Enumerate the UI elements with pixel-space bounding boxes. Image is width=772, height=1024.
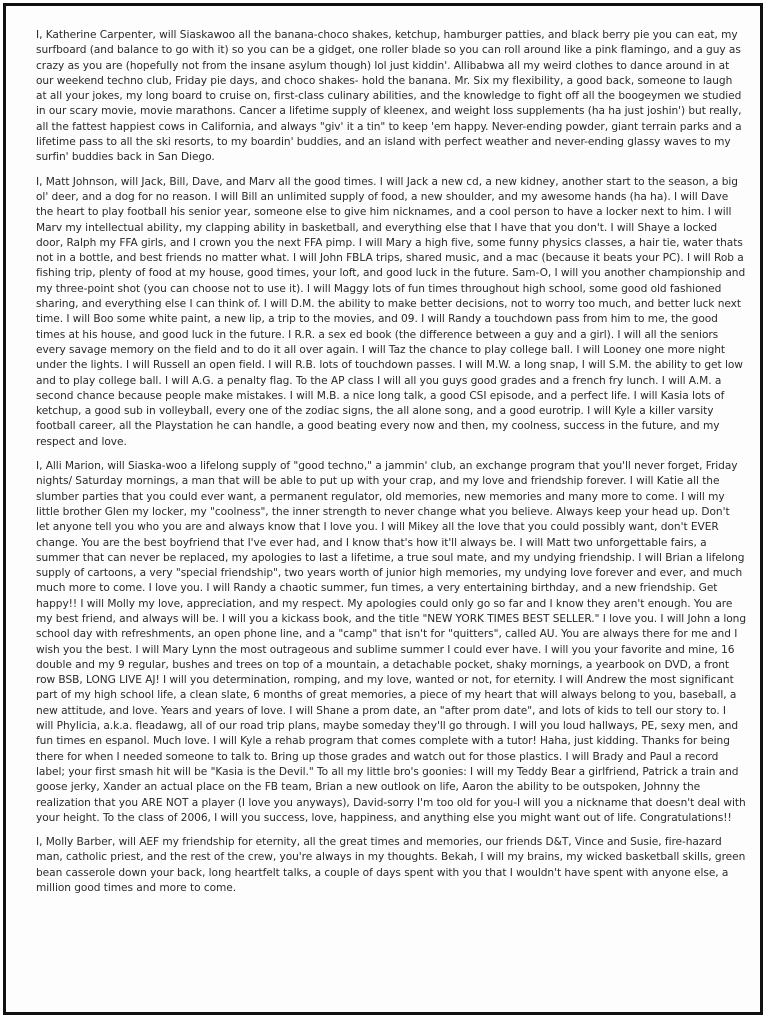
will-paragraph-matt-johnson: I, Matt Johnson, will Jack, Bill, Dave, and Marv all the good times. I will Jack a new cd, a new kidney, another start to the season, a big ol' deer, and a dog for no reason. I will Bill an unlimited supply of food, a new shoulder, and my awesome hands (ha ha). I will Dave the heart to play football his senior year, someone else to give him nicknames, and a cool person to have a locker next to him. I will Marv my intellectual ability, my clapping ability in basketball, and everything else that I have that you don't. I will Shaye a locked door, Ralph my FFA girls, and I crown you the next FFA pimp. I will Mary a high five, some funny physics classes, a hair tie, water thats not in a bottle, and best friends no matter what. I will John FBLA trips, shared music, and a mac (because it beats your PC). I will Rob a fishing trip, plenty of food at my house, good times, your loft, and good luck in the future. Sam-O, I will you another championship and my three-point shot (you can choose not to use it). I will Maggy lots of fun times throughout high school, some good old fashioned sharing, and everything else I can think of. I will D.M. the ability to make better decisions, not to worry too much, and better luck next time. I will Boo some white paint, a new lip, a trip to the movies, and 09. I will Randy a touchdown pass from him to me, the good times at his house, and good luck in the future. I R.R. a sex ed book (the difference between a guy and a girl). I will all the seniors every savage memory on the field and to do it all over again. I will Taz the chance to play college ball. I will Looney one more night under the lights. I will Russell an open field. I will R.B. lots of touchdown passes. I will M.W. a long snap, I will S.M. the ability to get low and to play college ball. I will A.G. a penalty flag. To the AP class I will all you guys good grades and a french fry lunch. I will A.M. a second chance because people make mistakes. I will M.B. a nice long talk, a good CSI episode, and a perfect life. I will Kasia lots of ketchup, a good sub in volleyball, every one of the zodiac signs, the all alone song, and a good eurotrip. I will Kyle a killer varsity football career, all the Playstation he can handle, a good beating every now and then, my coolness, success in the future, and my respect and love. — [36, 175, 746, 448]
document-body — [36, 28, 746, 905]
will-paragraph-katherine-carpenter: I, Katherine Carpenter, will Siaskawoo all the banana-choco shakes, ketchup, hamburger patties, and black berry pie you can eat, my surfboard (and balance to go with it) so you can be a gidget, one roller blade so you can roll around like a pink flamingo, and a guy as crazy as you are (hopefully not from the insane asylum though) lol just kiddin'. Allibabwa all my weird clothes to dance around in at our weekend techno club, Friday pie days, and choco shakes- hold the banana. Mr. Six my flexibility, a good back, someone to laugh at all your jokes, my long board to cruise on, first-class culinary abilities, and the knowledge to fight off all the boogeymen we studied in our scary movie, movie marathons. Cancer a lifetime supply of kleenex, and weight loss supplements (ha ha just joshin') but really, all the fattest happiest cows in California, and always "giv' it a tin" to keep 'em happy. Never-ending powder, giant terrain parks and a lifetime pass to all the ski resorts, to my boardin' buddies, and an island with perfect weather and never-ending glassy waves to my surfin' buddies back in San Diego. — [36, 29, 742, 164]
will-paragraph-alli-marion: I, Alli Marion, will Siaska-woo a lifelong supply of "good techno," a jammin' club, an exchange program that you'll never forget, Friday nights/ Saturday mornings, a man that will be able to put up with your crap, and my love and friendship forever. I will Katie all the slumber parties that you could ever want, a permanent regulator, old memories, new memories and many more to come. I will my little brother Glen my locker, my "coolness", the inner strength to never change what you believe. Always keep your head up. Don't let anyone tell you who you are and always know that I love you. I will Mikey all the love that you could possibly want, don't EVER change. You are the best boyfriend that I've ever had, and I know that's how it'll always be. I will Matt two unforgettable fairs, a summer that can never be replaced, my apologies to last a lifetime, a true soul mate, and my undying friendship. I will Brian a lifelong supply of cartoons, a very "special friendship", two years worth of junior high memories, my undying love forever and ever, and much much more to come. I love you. I will Randy a chaotic summer, fun times, a very entertaining birthday, and a new friendship. Get happy!! I will Molly my love, appreciation, and my respect. My apologies could only go so far and I know they aren't enough. You are my best friend, and always will be. I will you a kickass book, and the title "NEW YORK TIMES BEST SELLER." I love you. I will John a long school day with refreshments, an open phone line, and a "camp" that isn't for "quitters", called AU. You are always there for me and I wish you the best. I will Mary Lynn the most outrageous and sublime summer I could ever have. I will you your favorite and mine, 16 double and my 9 regular, bushes and trees on top of a mountain, a detachable pocket, shaky mornings, a yearbook on DVD, a front row BSB, LONG LIVE AJ! I will you determination, romping, and my love, wanted or not, for eternity. I will Andrew the most significant part of my high school life, a clean slate, 6 months of great memories, a piece of my heart that will always belong to you, baseball, a new attitude, and love. Years and years of love. I will Shane a prom date, an "after prom date", and lots of kids to tell our story to. I will Phylicia, a.k.a. fleadawg, all of our road trip plans, maybe someday they'll go through. I will you loud hallways, PE, sexy men, and fun times en espanol. Much love. I will Kyle a rehab program that comes complete with a tutor! Haha, just kidding. Thanks for being there for when I needed someone to talk to. Bring up those grades and watch out for those plastics. I will Brady and Paul a record label; your first smash hit will be "Kasia is the Devil." To all my little bro's goonies: I will my Teddy Bear a girlfriend, Patrick a train and goose jerky, Xander an actual place on the FB team, Brian a new outlook on life, Aaron the ability to be outspoken, Johnny the realization that you ARE NOT a player (I love you anyways), David-sorry I'm too old for you-I will you a nickname that doesn't deal with your height. To the class of 2006, I will you success, love, happiness, and anything else you might want out of life. Congratulations!! — [36, 460, 747, 824]
page-border — [3, 3, 763, 1015]
will-paragraph-molly-barber: I, Molly Barber, will AEF my friendship for eternity, all the great times and memories, our friends D&T, Vince and Susie, fire-hazard man, catholic priest, and the rest of the crew, you're always in my thoughts. Bekah, I will my brains, my wicked basketball skills, green bean casserole down your back, long heartfelt talks, a couple of days spent with you that I wouldn't have spent with anyone else, a million good times and more to come. — [36, 836, 746, 895]
